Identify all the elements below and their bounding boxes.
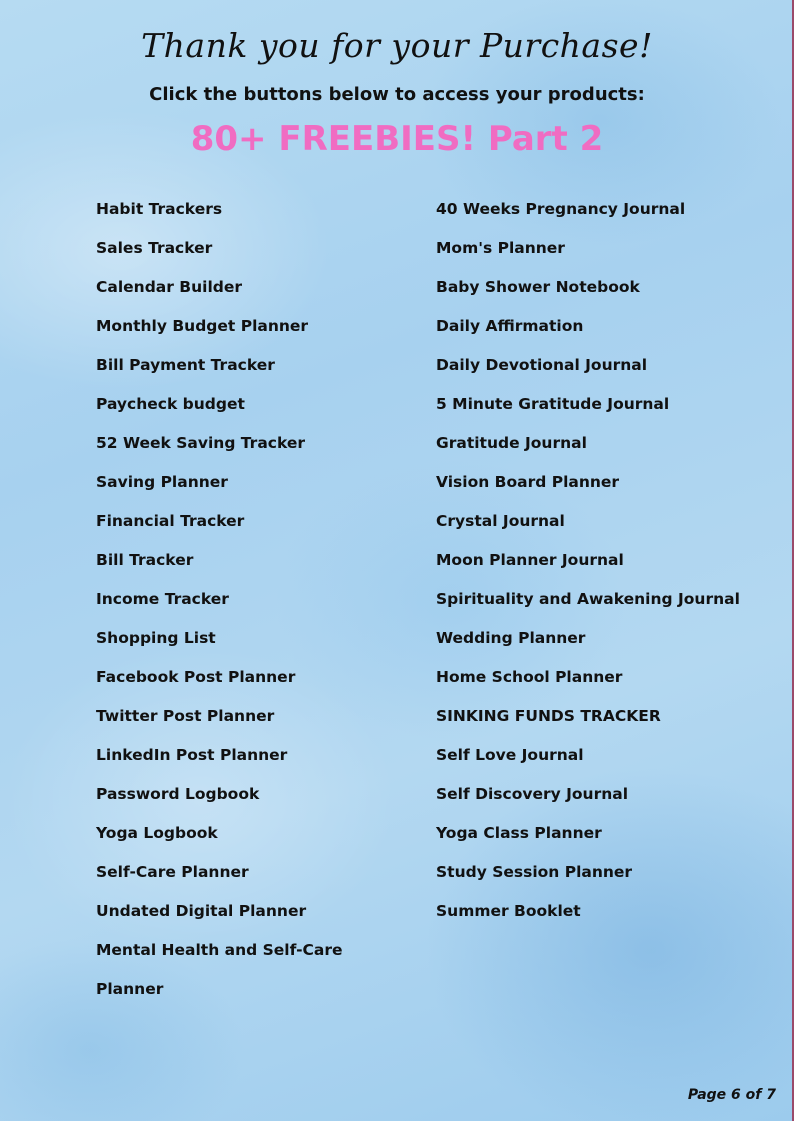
product-link[interactable]: 40 Weeks Pregnancy Journal [436, 200, 686, 218]
product-link[interactable]: Self-Care Planner [96, 863, 249, 881]
product-link[interactable]: Daily Affirmation [436, 317, 584, 335]
product-link[interactable]: Moon Planner Journal [436, 551, 624, 569]
product-link[interactable]: LinkedIn Post Planner [96, 746, 288, 764]
product-link[interactable]: Twitter Post Planner [96, 707, 275, 725]
product-link[interactable]: Self Discovery Journal [436, 785, 629, 803]
product-link[interactable]: Spirituality and Awakening Journal [436, 590, 740, 608]
product-link[interactable]: Vision Board Planner [436, 473, 620, 491]
product-link[interactable]: 52 Week Saving Tracker [96, 434, 306, 452]
product-link[interactable]: 5 Minute Gratitude Journal [436, 395, 670, 413]
freebies-headline: 80+ FREEBIES! Part 2 [190, 119, 604, 159]
product-link[interactable]: Self Love Journal [436, 746, 584, 764]
product-link[interactable]: SINKING FUNDS TRACKER [436, 707, 661, 725]
product-link[interactable]: Monthly Budget Planner [96, 317, 309, 335]
product-link[interactable]: Crystal Journal [436, 512, 565, 530]
product-link[interactable]: Calendar Builder [96, 278, 243, 296]
product-link[interactable]: Shopping List [96, 629, 216, 647]
product-link[interactable]: Bill Payment Tracker [96, 356, 275, 374]
product-list-right [436, 196, 776, 937]
product-link[interactable]: Income Tracker [96, 590, 229, 608]
product-link[interactable]: Saving Planner [96, 473, 228, 491]
product-link[interactable]: Bill Tracker [96, 551, 194, 569]
page-number: Page 6 of 7 [687, 1087, 776, 1103]
product-list-left [96, 196, 396, 1015]
product-link[interactable]: Planner [96, 980, 164, 998]
product-link[interactable]: Yoga Class Planner [436, 824, 602, 842]
product-link[interactable]: Gratitude Journal [436, 434, 587, 452]
product-link[interactable]: Yoga Logbook [96, 824, 218, 842]
product-link[interactable]: Home School Planner [436, 668, 623, 686]
product-link[interactable]: Habit Trackers [96, 200, 223, 218]
product-link[interactable]: Facebook Post Planner [96, 668, 296, 686]
product-link[interactable]: Undated Digital Planner [96, 902, 307, 920]
instruction-text: Click the buttons below to access your products: [149, 84, 645, 105]
product-link[interactable]: Password Logbook [96, 785, 260, 803]
thank-you-script-title: Thank you for your Purchase! [141, 26, 653, 65]
product-link[interactable]: Mental Health and Self-Care [96, 941, 343, 959]
product-link[interactable]: Sales Tracker [96, 239, 213, 257]
product-link[interactable]: Summer Booklet [436, 902, 581, 920]
product-link[interactable]: Daily Devotional Journal [436, 356, 648, 374]
product-link[interactable]: Mom's Planner [436, 239, 565, 257]
product-link[interactable]: Wedding Planner [436, 629, 586, 647]
product-link[interactable]: Baby Shower Notebook [436, 278, 640, 296]
product-link[interactable]: Paycheck budget [96, 395, 245, 413]
product-link[interactable]: Study Session Planner [436, 863, 633, 881]
product-link[interactable]: Financial Tracker [96, 512, 245, 530]
